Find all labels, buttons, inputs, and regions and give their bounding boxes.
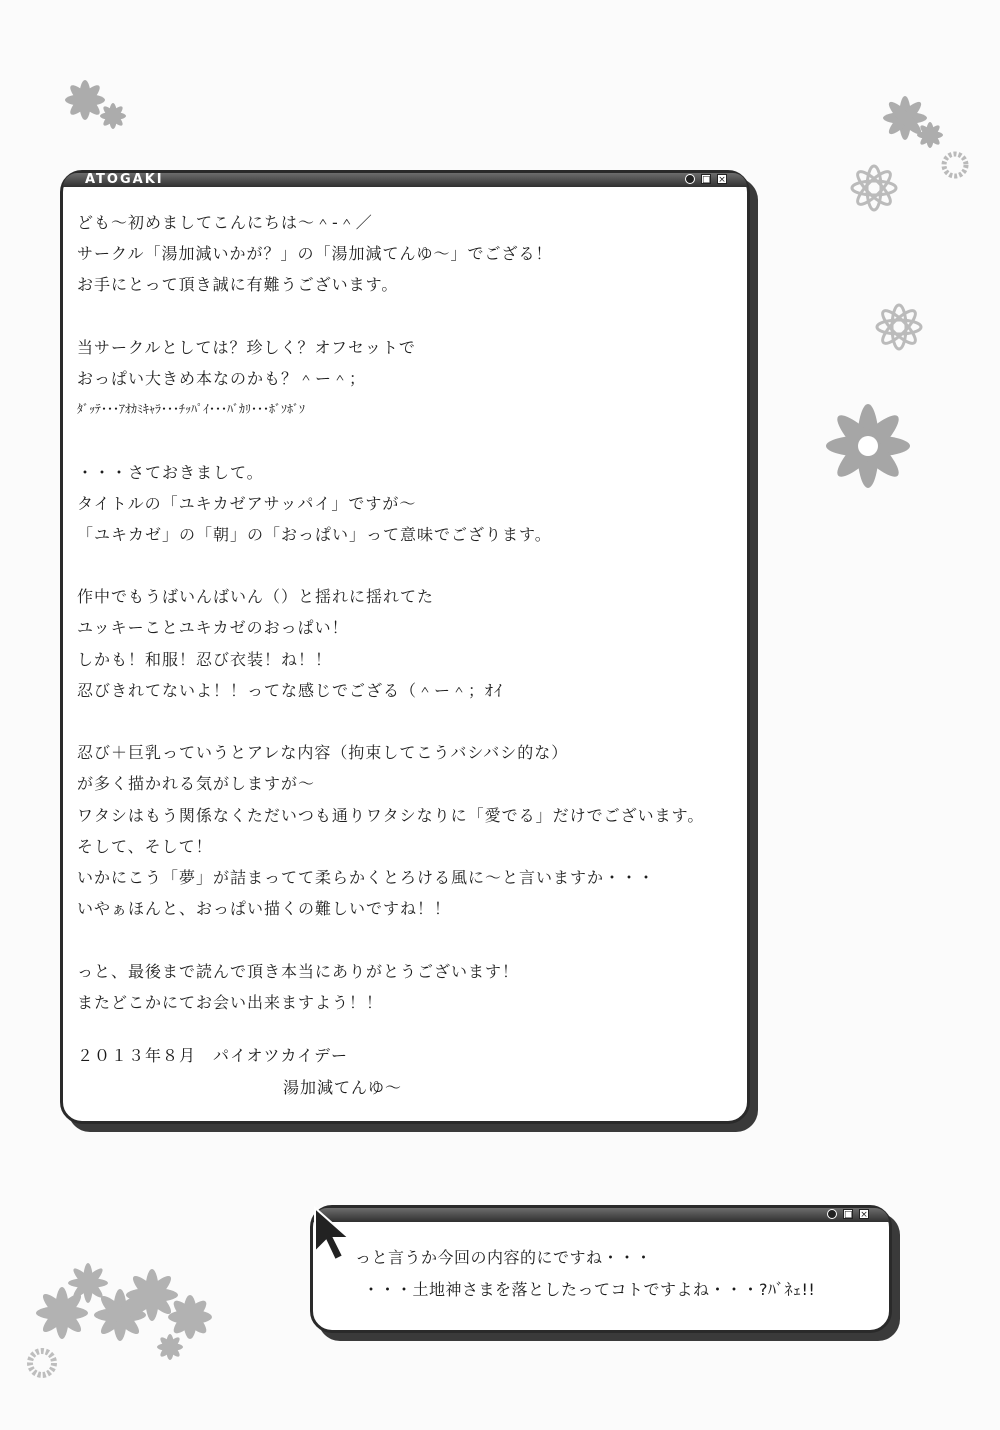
close-icon[interactable]: × — [718, 175, 726, 185]
text-line: サークル「湯加減いかが？」の「湯加減てんゆ～」でござる！ — [77, 244, 553, 264]
afterword-window — [60, 170, 750, 1124]
text-line: 当サークルとしては？珍しく？オフセットで — [77, 337, 416, 357]
text-line: そして、そして！ — [77, 836, 213, 856]
text-line — [77, 706, 737, 737]
flower-decoration-icon — [872, 300, 926, 354]
afterword-text — [77, 207, 737, 1018]
text-line: お手にとって頂き誠に有難うございます。 — [77, 275, 399, 295]
text-line: いやぁほんと、おっぱい描くの難しいですね！！ — [77, 899, 452, 919]
comment-line: っと言うか今回の内容的にですね・・・ — [355, 1248, 653, 1267]
flower-decoration-icon — [55, 70, 135, 140]
text-line: ﾀﾞｯﾃ･･･ｱｵｶﾐｷｬﾗ･･･ﾁｯﾊﾟｲ･･･ﾊﾞｶﾘ･･･ﾎﾞｿﾎﾞｿ — [77, 402, 306, 417]
flower-decoration-icon — [820, 398, 916, 494]
text-line: 作中でもうばいんばいん（）と揺れに揺れてた — [77, 587, 435, 607]
text-line: ユッキーことユキカゼのおっぱい！ — [77, 618, 349, 638]
comment-window — [310, 1205, 892, 1333]
comment-line: ・・・土地神さまを落としたってコトですよね・・・?ﾊﾞﾈｪ!! — [363, 1280, 816, 1299]
text-line — [77, 425, 737, 456]
text-line — [77, 924, 737, 955]
text-line — [77, 301, 737, 332]
text-line — [77, 550, 737, 581]
text-line: 忍びきれてないよ！！ってな感じでござる（＾ー＾；ｵｲ — [77, 680, 504, 700]
window-titlebar — [63, 173, 747, 187]
comment-text — [355, 1242, 879, 1306]
text-line: ども～初めましてこんにちは～＾-＾／ — [77, 213, 373, 232]
window-title: ATOGAKI — [85, 172, 164, 187]
signature-name: 湯加減てんゆ～ — [283, 1078, 403, 1097]
signature-date: ２０１３年８月 パイオツカイデー — [77, 1046, 349, 1065]
maximize-icon[interactable]: □ — [702, 175, 711, 185]
text-line: が多く描かれる気がしますが～ — [77, 774, 316, 794]
flower-decoration-icon — [846, 160, 902, 216]
maximize-icon[interactable]: □ — [844, 1210, 853, 1220]
text-line: いかにこう「夢」が詰まってて柔らかくとろける風に～と言いますか・・・ — [77, 867, 656, 887]
text-line: タイトルの「ユキカゼアサッパイ」ですが～ — [77, 493, 417, 513]
flower-decoration-icon — [20, 1255, 220, 1395]
text-line: しかも！和服！忍び衣装！ね！！ — [77, 649, 333, 669]
text-line: 忍び＋巨乳っていうとアレな内容（拘束してこうバシバシ的な） — [77, 743, 569, 763]
window-titlebar — [313, 1208, 889, 1222]
text-line: またどこかにてお会い出来ますよう！！ — [77, 992, 384, 1012]
mouse-pointer-icon — [311, 1204, 355, 1264]
text-line: ・・・さておきまして。 — [77, 462, 264, 482]
text-line: おっぱい大きめ本なのかも？＾ー＾； — [77, 368, 367, 388]
text-line: ワタシはもう関係なくただいつも通りワタシなりに「愛でる」だけでございます。 — [77, 805, 705, 825]
minimize-icon[interactable] — [827, 1209, 837, 1219]
text-line: 「ユキカゼ」の「朝」の「おっぱい」って意味でござります。 — [77, 524, 552, 544]
minimize-icon[interactable] — [685, 174, 695, 184]
close-icon[interactable]: × — [860, 1210, 868, 1220]
text-line: っと、最後まで読んで頂き本当にありがとうございます！ — [77, 961, 520, 981]
